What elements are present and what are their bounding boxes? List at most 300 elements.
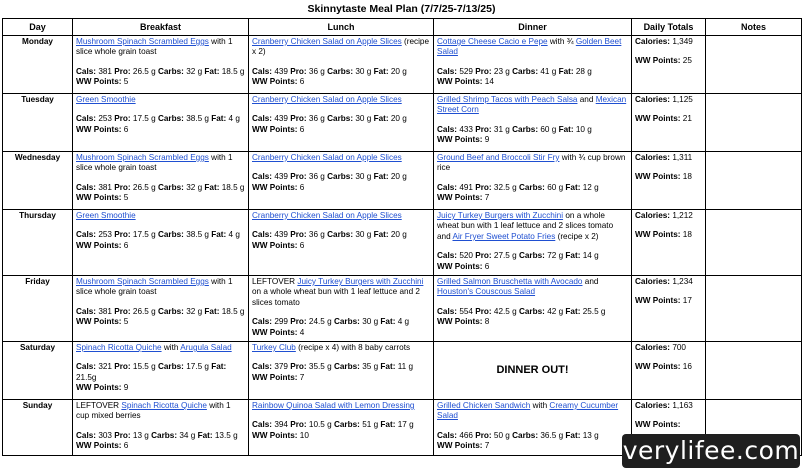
- carbs-label: Carbs:: [157, 114, 184, 124]
- pro-label: Pro:: [475, 124, 492, 134]
- ww-value: 7: [299, 372, 305, 382]
- cals-value: 554: [459, 306, 473, 316]
- dinner-cell: [434, 342, 632, 400]
- fat-label: Fat:: [380, 420, 396, 430]
- fat-value: 20 g: [390, 172, 407, 182]
- nutrition-line: [437, 307, 628, 317]
- day-cell: Saturday: [3, 342, 73, 400]
- pro-label: Pro:: [290, 172, 307, 182]
- fat-label: Fat:: [380, 362, 396, 372]
- cals-value: 491: [459, 182, 473, 192]
- ww-value: 5: [123, 317, 129, 327]
- ww-label: WW Points:: [76, 383, 122, 393]
- description-text: with ¾ cup brown rice: [437, 153, 626, 173]
- ww-value: 16: [682, 362, 692, 372]
- pro-label: Pro:: [114, 182, 131, 192]
- carbs-label: Carbs:: [157, 362, 184, 372]
- fat-value: 12 g: [582, 182, 599, 192]
- ww-label: WW Points:: [252, 124, 298, 134]
- ww-value: 7: [484, 193, 490, 203]
- cals-label: Cals:: [437, 124, 458, 134]
- table-row: [3, 152, 802, 210]
- dinner-cell: [434, 400, 632, 456]
- description-text: (recipe x 4) with 8 baby carrots: [295, 343, 411, 352]
- recipe-link[interactable]: Cranberry Chicken Salad on Apple Slices: [252, 153, 402, 162]
- cals-label: Cals:: [76, 114, 97, 124]
- ww-label: WW Points:: [437, 77, 483, 87]
- fat-value: 25.5 g: [582, 306, 606, 316]
- table-row: [3, 210, 802, 276]
- recipe-link[interactable]: Grilled Chicken Sandwich: [437, 401, 531, 410]
- day-cell: Thursday: [3, 210, 73, 276]
- calories-value: 1,212: [672, 211, 693, 220]
- ww-label: WW Points:: [76, 124, 122, 134]
- ww-points-line: [252, 241, 430, 251]
- cals-value: 520: [459, 251, 473, 261]
- dinner-cell: [434, 36, 632, 94]
- day-cell: Monday: [3, 36, 73, 94]
- pro-value: 36 g: [308, 230, 325, 240]
- ww-total: [635, 172, 702, 182]
- fat-label: Fat:: [373, 114, 389, 124]
- daily-totals-cell: [632, 94, 706, 152]
- breakfast-description: [76, 343, 245, 353]
- lunch-description: [252, 37, 430, 58]
- fat-value: 11 g: [397, 362, 414, 372]
- recipe-link[interactable]: Grilled Shrimp Tacos with Peach Salsa: [437, 95, 578, 104]
- cals-value: 381: [98, 306, 112, 316]
- notes-cell[interactable]: [706, 276, 802, 342]
- carbs-value: 72 g: [547, 251, 564, 261]
- spacer: [635, 221, 702, 230]
- nutrition-line: [437, 183, 628, 193]
- cals-label: Cals:: [437, 182, 458, 192]
- carbs-value: 34 g: [179, 430, 196, 440]
- dinner-out-text: DINNER OUT!: [496, 364, 569, 377]
- ww-points-line: [76, 317, 245, 327]
- recipe-link[interactable]: Juicy Turkey Burgers with Zucchini: [297, 277, 424, 286]
- dinner-description: [437, 211, 628, 242]
- carbs-label: Carbs:: [518, 182, 545, 192]
- cals-label: Cals:: [437, 66, 458, 76]
- table-row: [3, 342, 802, 400]
- recipe-link[interactable]: Spinach Ricotta Quiche: [76, 343, 162, 352]
- description-text: with 1 cup mixed berries: [76, 401, 231, 421]
- spacer: [437, 58, 628, 67]
- pro-value: 26.5 g: [132, 182, 156, 192]
- calories-total: [635, 37, 702, 47]
- dinner-cell: [434, 152, 632, 210]
- calories-label: Calories:: [635, 95, 671, 104]
- description-text: LEFTOVER: [252, 277, 298, 286]
- cals-label: Cals:: [252, 420, 273, 430]
- carbs-value: 42 g: [547, 306, 564, 316]
- carbs-value: 30 g: [355, 114, 372, 124]
- recipe-link[interactable]: Mushroom Spinach Scrambled Eggs: [76, 277, 209, 286]
- pro-label: Pro:: [475, 182, 492, 192]
- ww-value: 18: [682, 172, 692, 182]
- calories-value: 1,349: [672, 37, 693, 46]
- carbs-label: Carbs:: [333, 362, 360, 372]
- notes-cell[interactable]: [706, 342, 802, 400]
- notes-cell[interactable]: [706, 210, 802, 276]
- ww-label: WW Points:: [437, 193, 483, 203]
- ww-label: WW Points:: [635, 56, 681, 66]
- breakfast-cell: [73, 152, 249, 210]
- notes-cell[interactable]: [706, 36, 802, 94]
- ww-label: WW Points:: [76, 317, 122, 327]
- nutrition-line: [252, 114, 430, 124]
- ww-points-line: [76, 125, 245, 135]
- ww-label: WW Points:: [635, 172, 681, 182]
- nutrition-line: [437, 431, 628, 441]
- fat-label: Fat:: [565, 306, 581, 316]
- nutrition-line: [252, 362, 430, 372]
- cals-value: 439: [274, 114, 288, 124]
- ww-value: 4: [299, 327, 305, 337]
- carbs-label: Carbs:: [518, 306, 545, 316]
- cals-label: Cals:: [437, 306, 458, 316]
- spacer: [635, 163, 702, 172]
- carbs-label: Carbs:: [512, 124, 539, 134]
- daily-totals-cell: [632, 342, 706, 400]
- spacer: [635, 411, 702, 420]
- ww-total: [635, 56, 702, 66]
- fat-value: 20 g: [390, 230, 407, 240]
- fat-label: Fat:: [373, 66, 389, 76]
- fat-value: 28 g: [575, 66, 592, 76]
- recipe-link[interactable]: Arugula Salad: [180, 343, 232, 352]
- calories-value: 700: [672, 343, 686, 352]
- ww-value: 6: [299, 240, 305, 250]
- notes-cell[interactable]: [706, 152, 802, 210]
- carbs-label: Carbs:: [512, 430, 539, 440]
- ww-label: WW Points:: [635, 362, 681, 372]
- recipe-link[interactable]: Creamy Cucumber Salad: [437, 401, 619, 421]
- dinner-description: [437, 95, 628, 116]
- spacer: [252, 411, 430, 420]
- cals-value: 379: [274, 362, 288, 372]
- carbs-value: 51 g: [362, 420, 379, 430]
- ww-value: 9: [484, 135, 490, 145]
- spacer: [76, 422, 245, 431]
- cals-value: 439: [274, 230, 288, 240]
- recipe-link[interactable]: Houston's Couscous Salad: [437, 287, 536, 297]
- pro-value: 36 g: [308, 172, 325, 182]
- ww-value: 6: [123, 240, 129, 250]
- nutrition-line: [437, 67, 628, 77]
- calories-value: 1,163: [672, 401, 693, 410]
- pro-value: 36 g: [308, 66, 325, 76]
- fat-value: 18.5 g: [221, 306, 245, 316]
- ww-total: [635, 230, 702, 240]
- cals-value: 433: [459, 124, 473, 134]
- recipe-link[interactable]: Cranberry Chicken Salad on Apple Slices: [252, 211, 402, 220]
- description-text: with ¾: [547, 37, 576, 46]
- fat-label: Fat:: [558, 124, 574, 134]
- header-daily-totals: Daily Totals: [632, 19, 706, 36]
- carbs-label: Carbs:: [333, 420, 360, 430]
- ww-label: WW Points:: [635, 420, 681, 430]
- ww-label: WW Points:: [437, 135, 483, 145]
- nutrition-line: [252, 230, 430, 240]
- calories-label: Calories:: [635, 153, 671, 162]
- fat-value: 18.5 g: [221, 66, 245, 76]
- breakfast-cell: [73, 36, 249, 94]
- description-text: on a whole wheat bun with 1 leaf lettuce and 2 slices tomato and: [437, 211, 614, 241]
- watermark: verylifee.com: [622, 434, 800, 468]
- recipe-link[interactable]: Cranberry Chicken Salad on Apple Slices: [252, 95, 402, 104]
- ww-label: WW Points:: [252, 240, 298, 250]
- spacer: [76, 298, 245, 307]
- ww-points-line: [76, 383, 245, 393]
- fat-value: 21.5g: [76, 372, 97, 382]
- ww-label: WW Points:: [635, 296, 681, 306]
- dinner-description: [437, 37, 628, 58]
- daily-totals-cell: [632, 152, 706, 210]
- cals-label: Cals:: [252, 317, 273, 327]
- breakfast-cell: [73, 342, 249, 400]
- cals-value: 303: [98, 430, 112, 440]
- lunch-description: [252, 401, 430, 411]
- recipe-link[interactable]: Grilled Salmon Bruschetta with Avocado: [437, 277, 583, 286]
- cals-value: 253: [98, 114, 112, 124]
- ww-value: 7: [484, 441, 490, 451]
- ww-label: WW Points:: [635, 114, 681, 124]
- nutrition-line: [76, 183, 245, 193]
- daily-totals-cell: [632, 36, 706, 94]
- lunch-description: [252, 277, 430, 308]
- ww-value: 6: [299, 77, 305, 87]
- fat-label: Fat:: [373, 172, 389, 182]
- recipe-link[interactable]: Green Smoothie: [76, 211, 136, 220]
- notes-cell[interactable]: [706, 94, 802, 152]
- cals-value: 321: [98, 362, 112, 372]
- pro-value: 15.5 g: [132, 362, 156, 372]
- recipe-link[interactable]: Mushroom Spinach Scrambled Eggs: [76, 153, 209, 162]
- recipe-link[interactable]: Spinach Ricotta Quiche: [121, 401, 207, 410]
- ww-points-line: [76, 241, 245, 251]
- carbs-value: 60 g: [540, 124, 557, 134]
- calories-label: Calories:: [635, 401, 671, 410]
- spacer: [252, 308, 430, 317]
- ww-total: [635, 114, 702, 124]
- spacer: [437, 116, 628, 125]
- table-row: [3, 36, 802, 94]
- breakfast-description: [76, 211, 245, 221]
- recipe-link[interactable]: Cranberry Chicken Salad on Apple Slices: [252, 37, 402, 46]
- recipe-link[interactable]: Mexican Street Corn: [437, 95, 627, 115]
- pro-label: Pro:: [475, 251, 492, 261]
- recipe-link[interactable]: Juicy Turkey Burgers with Zucchini: [437, 211, 564, 220]
- pro-label: Pro:: [290, 66, 307, 76]
- description-text: and: [582, 277, 599, 286]
- ww-value: 9: [123, 383, 129, 393]
- recipe-link[interactable]: Green Smoothie: [76, 95, 136, 104]
- fat-value: 18.5 g: [221, 182, 245, 192]
- breakfast-description: [76, 95, 245, 105]
- recipe-link[interactable]: Ground Beef and Broccoli Stir Fry: [437, 153, 560, 162]
- fat-label: Fat:: [204, 182, 220, 192]
- pro-value: 35.5 g: [308, 362, 332, 372]
- pro-value: 42.5 g: [493, 306, 517, 316]
- carbs-label: Carbs:: [157, 306, 184, 316]
- recipe-link[interactable]: Golden Beet Salad: [437, 37, 622, 57]
- ww-value: 5: [123, 77, 129, 87]
- cals-label: Cals:: [437, 430, 458, 440]
- recipe-link[interactable]: Mushroom Spinach Scrambled Eggs: [76, 37, 209, 46]
- fat-value: 17 g: [397, 420, 414, 430]
- pro-value: 23 g: [493, 66, 510, 76]
- carbs-label: Carbs:: [327, 114, 354, 124]
- fat-label: Fat:: [211, 114, 227, 124]
- ww-points-line: [252, 373, 430, 383]
- ww-points-line: [76, 441, 245, 451]
- fat-label: Fat:: [204, 66, 220, 76]
- pro-value: 26.5 g: [132, 66, 156, 76]
- carbs-value: 30 g: [355, 172, 372, 182]
- lunch-description: [252, 95, 430, 105]
- calories-total: [635, 211, 702, 221]
- spacer: [635, 105, 702, 114]
- description-text: with 1 slice whole grain toast: [76, 153, 233, 173]
- breakfast-description: [76, 277, 245, 298]
- carbs-label: Carbs:: [327, 230, 354, 240]
- cals-value: 439: [274, 172, 288, 182]
- nutrition-line: [76, 431, 245, 441]
- nutrition-line: [437, 125, 628, 135]
- lunch-description: [252, 343, 430, 353]
- ww-value: 8: [484, 317, 490, 327]
- description-text: (recipe x 2): [252, 37, 430, 57]
- cals-label: Cals:: [76, 430, 97, 440]
- ww-label: WW Points:: [437, 441, 483, 451]
- ww-points-line: [437, 262, 628, 272]
- pro-label: Pro:: [114, 114, 131, 124]
- description-text: with: [161, 343, 181, 352]
- recipe-link[interactable]: Turkey Club: [252, 343, 296, 352]
- pro-label: Pro:: [290, 114, 307, 124]
- nutrition-line: [252, 317, 430, 327]
- pro-label: Pro:: [114, 230, 131, 240]
- calories-total: [635, 153, 702, 163]
- fat-label: Fat:: [373, 230, 389, 240]
- ww-value: 25: [682, 56, 692, 66]
- fat-label: Fat:: [211, 230, 227, 240]
- ww-label: WW Points:: [76, 441, 122, 451]
- carbs-value: 32 g: [186, 182, 203, 192]
- ww-value: 6: [123, 124, 129, 134]
- calories-label: Calories:: [635, 277, 671, 286]
- nutrition-line: [76, 114, 245, 124]
- ww-label: WW Points:: [252, 372, 298, 382]
- header-notes: Notes: [706, 19, 802, 36]
- spacer: [76, 105, 245, 114]
- cals-value: 394: [274, 420, 288, 430]
- ww-value: 18: [682, 230, 692, 240]
- spacer: [252, 105, 430, 114]
- ww-value: 6: [484, 261, 490, 271]
- spacer: [437, 422, 628, 431]
- carbs-value: 38.5 g: [186, 114, 209, 124]
- cals-value: 439: [274, 66, 288, 76]
- description-text: and: [577, 95, 596, 104]
- nutrition-line: [252, 172, 430, 182]
- ww-points-line: [252, 431, 430, 441]
- fat-value: 4 g: [228, 114, 240, 124]
- calories-total: [635, 277, 702, 287]
- pro-label: Pro:: [475, 306, 492, 316]
- carbs-label: Carbs:: [518, 251, 545, 261]
- calories-label: Calories:: [635, 343, 671, 352]
- ww-label: WW Points:: [76, 193, 122, 203]
- cals-label: Cals:: [252, 230, 273, 240]
- ww-value: 6: [123, 441, 129, 451]
- ww-label: WW Points:: [252, 182, 298, 192]
- carbs-label: Carbs:: [157, 66, 184, 76]
- description-text: with 1 slice whole grain toast: [76, 37, 233, 57]
- pro-value: 10.5 g: [308, 420, 332, 430]
- ww-value: 14: [484, 77, 494, 87]
- lunch-cell: [249, 94, 434, 152]
- recipe-link[interactable]: Rainbow Quinoa Salad with Lemon Dressing: [252, 401, 415, 410]
- ww-total: [635, 296, 702, 306]
- fat-value: 20 g: [390, 66, 407, 76]
- breakfast-cell: [73, 276, 249, 342]
- ww-points-line: [76, 77, 245, 87]
- ww-value: 6: [299, 182, 305, 192]
- pro-label: Pro:: [290, 362, 307, 372]
- dinner-description: [437, 277, 628, 298]
- pro-value: 13 g: [132, 430, 149, 440]
- page-title: Skinnytaste Meal Plan (7/7/25-7/13/25): [307, 3, 496, 15]
- calories-value: 1,125: [672, 95, 693, 104]
- spacer: [76, 353, 245, 362]
- lunch-cell: [249, 400, 434, 456]
- pro-value: 27.5 g: [493, 251, 517, 261]
- cals-label: Cals:: [76, 66, 97, 76]
- pro-value: 50 g: [493, 430, 510, 440]
- pro-value: 36 g: [308, 114, 325, 124]
- fat-label: Fat:: [565, 430, 581, 440]
- pro-label: Pro:: [114, 306, 131, 316]
- lunch-cell: [249, 342, 434, 400]
- ww-value: 10: [299, 430, 309, 440]
- recipe-link[interactable]: Cottage Cheese Cacio e Pepe: [437, 37, 548, 46]
- breakfast-description: [76, 401, 245, 422]
- ww-points-line: [437, 77, 628, 87]
- ww-points-line: [252, 77, 430, 87]
- pro-label: Pro:: [475, 66, 492, 76]
- pro-value: 31 g: [493, 124, 510, 134]
- fat-label: Fat:: [565, 182, 581, 192]
- carbs-label: Carbs:: [327, 66, 354, 76]
- recipe-link[interactable]: Air Fryer Sweet Potato Fries: [452, 231, 556, 241]
- pro-value: 17.5 g: [132, 230, 156, 240]
- cals-value: 466: [459, 430, 473, 440]
- spacer: [635, 287, 702, 296]
- ww-value: 6: [299, 124, 305, 134]
- breakfast-cell: [73, 210, 249, 276]
- carbs-value: 30 g: [362, 317, 379, 327]
- ww-points-line: [252, 183, 430, 193]
- cals-label: Cals:: [437, 251, 458, 261]
- spacer: [635, 47, 702, 56]
- ww-label: WW Points:: [252, 327, 298, 337]
- fat-label: Fat:: [197, 430, 213, 440]
- description-text: on a whole wheat bun with 1 leaf lettuce and 2 slices tomato: [252, 287, 420, 307]
- fat-value: 13.5 g: [214, 430, 238, 440]
